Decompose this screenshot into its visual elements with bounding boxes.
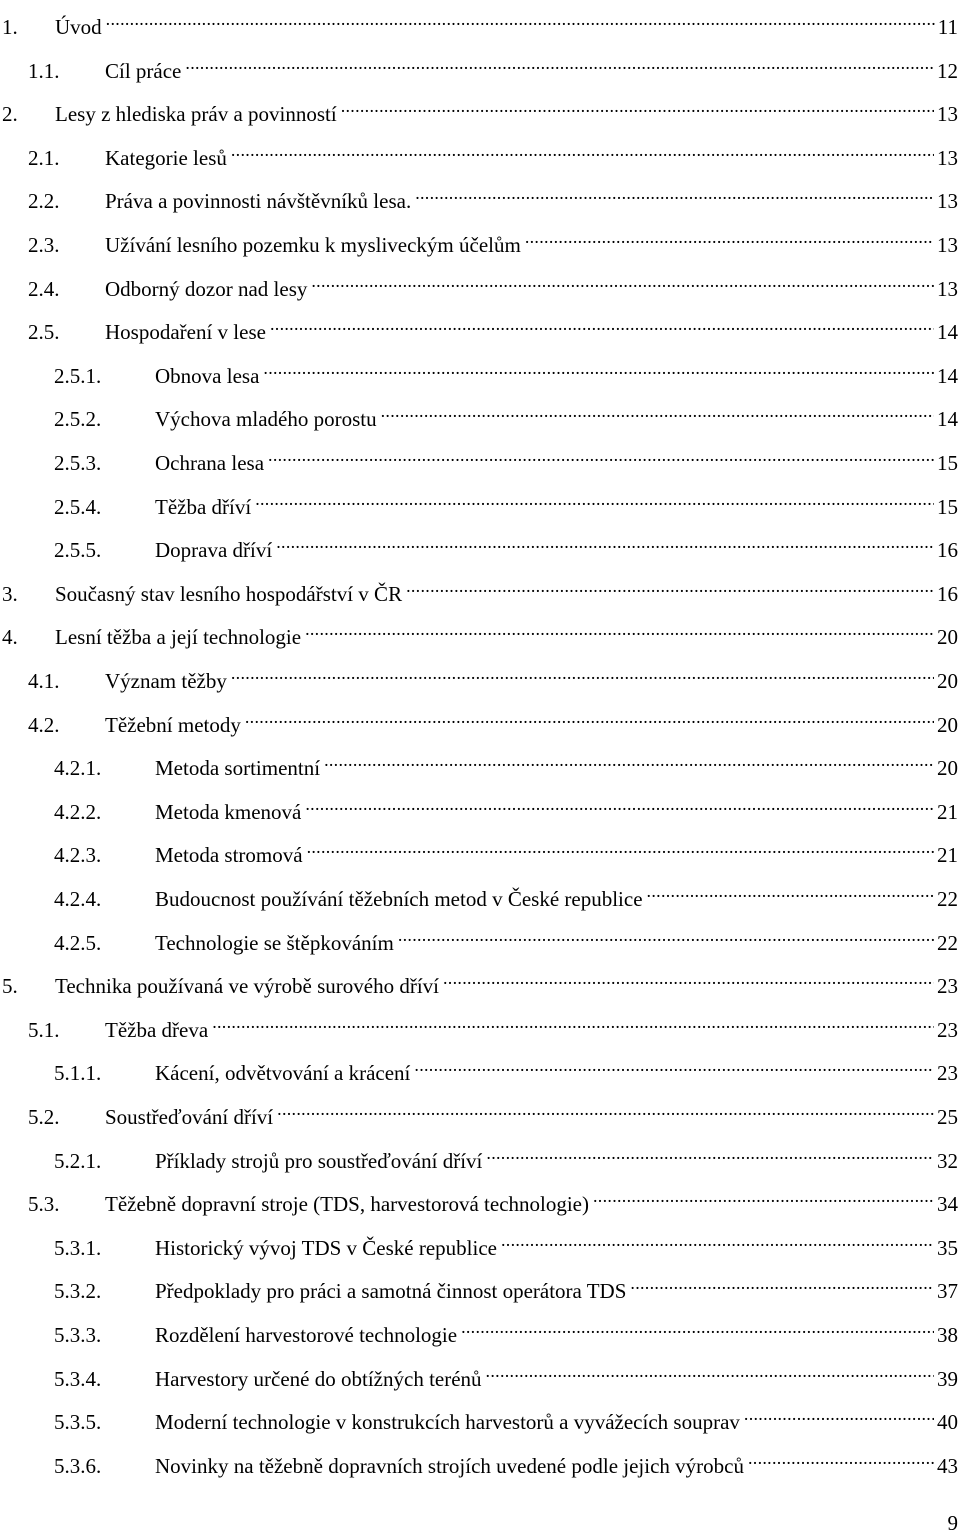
toc-entry-title: Současný stav lesního hospodářství v ČR: [55, 581, 403, 606]
toc-entry-title: Metoda kmenová: [155, 799, 302, 824]
toc-entry[interactable]: [0, 484, 960, 519]
toc-entry-page: 14: [937, 363, 958, 388]
toc-entry-page: 20: [937, 712, 958, 737]
toc-entry-title: Úvod: [55, 15, 102, 39]
toc-dot-leader: [268, 440, 934, 470]
toc-entry-title: Těžba dříví: [155, 494, 252, 519]
toc-entry-page: 22: [937, 887, 958, 911]
toc-entry-page: 38: [937, 1323, 958, 1347]
toc-entry-number: 5.3.2.: [54, 1279, 102, 1304]
toc-entry[interactable]: [0, 1443, 960, 1478]
toc-entry[interactable]: [0, 91, 960, 127]
toc-entry-title: Historický vývoj TDS v České republice: [155, 1235, 497, 1260]
toc-entry-page: 21: [937, 843, 958, 868]
toc-entry-title: Hospodaření v lese: [105, 320, 266, 345]
toc-entry[interactable]: [0, 353, 960, 388]
toc-entry-page: 37: [937, 1279, 958, 1304]
toc-entry-number: 5.: [2, 974, 18, 999]
toc-entry-number: 4.2.: [28, 712, 60, 737]
toc-entry[interactable]: [0, 571, 960, 606]
toc-entry-page: 15: [937, 451, 958, 475]
toc-entry[interactable]: [0, 1268, 960, 1304]
toc-dot-leader: [307, 832, 934, 862]
toc-dot-leader: [525, 222, 934, 252]
toc-dot-leader: [461, 1312, 934, 1342]
toc-entry-number: 4.2.5.: [54, 930, 102, 955]
toc-entry[interactable]: [0, 222, 960, 257]
toc-entry-title: Novinky na těžebně dopravních strojích uvedené podle jejich výrobců: [155, 1453, 744, 1478]
toc-entry[interactable]: [0, 440, 960, 475]
toc-entry-title: Výchova mladého porostu: [155, 407, 377, 432]
toc-dot-leader: [276, 527, 934, 557]
toc-entry-page: 12: [937, 58, 958, 83]
toc-entry[interactable]: [0, 745, 960, 781]
toc-entry-title: Harvestory určené do obtížných terénů: [155, 1366, 482, 1391]
toc-entry-number: 4.2.2.: [54, 799, 102, 824]
toc-dot-leader: [277, 1094, 934, 1124]
toc-entry-page: 11: [937, 15, 958, 39]
toc-entry-title: Předpoklady pro práci a samotná činnost operátora TDS: [155, 1279, 627, 1304]
toc-entry-title: Užívání lesního pozemku k mysliveckým účelům: [105, 233, 521, 257]
toc-entry-number: 2.2.: [28, 189, 60, 214]
toc-entry-number: 4.1.: [28, 669, 60, 693]
toc-entry-page: 20: [937, 625, 958, 650]
toc-entry-page: 32: [937, 1148, 958, 1173]
toc-entry-title: Kácení, odvětvování a krácení: [155, 1061, 411, 1086]
toc-entry-title: Rozdělení harvestorové technologie: [155, 1323, 458, 1347]
toc-entry[interactable]: [0, 1094, 960, 1129]
toc-entry[interactable]: [0, 1312, 960, 1347]
toc-entry-number: 4.2.3.: [54, 843, 102, 868]
toc-entry-page: 25: [937, 1105, 958, 1129]
toc-entry-number: 2.5.5.: [54, 538, 102, 563]
toc-dot-leader: [748, 1443, 934, 1473]
toc-dot-leader: [231, 658, 934, 688]
toc-entry[interactable]: [0, 832, 960, 868]
toc-dot-leader: [311, 266, 934, 296]
toc-entry-number: 5.1.: [28, 1017, 60, 1042]
toc-entry-title: Význam těžby: [105, 669, 227, 693]
toc-entry[interactable]: [0, 396, 960, 432]
toc-dot-leader: [255, 484, 934, 514]
toc-dot-leader: [212, 1007, 934, 1037]
toc-entry[interactable]: [0, 876, 960, 911]
toc-entry-page: 35: [937, 1235, 958, 1260]
toc-entry-title: Lesy z hlediska práv a povinností: [55, 102, 337, 127]
toc-dot-leader: [443, 963, 934, 993]
toc-entry-page: 13: [937, 145, 958, 170]
toc-entry-page: 16: [937, 538, 958, 563]
toc-entry[interactable]: [0, 658, 960, 693]
toc-entry-title: Obnova lesa: [155, 363, 260, 388]
toc-entry[interactable]: [0, 178, 960, 214]
toc-entry-number: 5.3.: [28, 1192, 60, 1217]
toc-entry-page: 40: [937, 1410, 958, 1435]
toc-entry-number: 5.3.6.: [54, 1453, 102, 1478]
toc-entry[interactable]: [0, 1138, 960, 1173]
toc-entry-number: 3.: [2, 581, 18, 606]
toc-entry[interactable]: [0, 1399, 960, 1435]
toc-entry-title: Budoucnost používání těžebních metod v České republice: [155, 887, 643, 911]
toc-dot-leader: [305, 614, 934, 644]
toc-entry-page: 21: [937, 799, 958, 824]
toc-entry[interactable]: [0, 920, 960, 955]
toc-entry-number: 1.1.: [28, 58, 60, 83]
toc-entry-number: 4.2.4.: [54, 887, 102, 911]
toc-dot-leader: [406, 571, 934, 601]
toc-entry-title: Práva a povinnosti návštěvníků lesa.: [105, 189, 412, 214]
toc-entry-title: Odborný dozor nad lesy: [105, 276, 308, 301]
toc-entry-page: 13: [937, 189, 958, 214]
toc-entry-page: 34: [937, 1192, 958, 1217]
toc-dot-leader: [381, 396, 934, 426]
toc-entry-number: 5.3.5.: [54, 1410, 102, 1435]
toc-entry[interactable]: [0, 963, 960, 999]
toc-entry-number: 5.2.: [28, 1105, 60, 1129]
toc-entry-page: 23: [937, 974, 958, 999]
toc-dot-leader: [263, 353, 934, 383]
toc-entry-number: 2.5.3.: [54, 451, 102, 475]
toc-dot-leader: [398, 920, 934, 950]
toc-dot-leader: [270, 309, 934, 339]
toc-entry-number: 5.3.4.: [54, 1366, 102, 1391]
toc-entry-page: 13: [937, 276, 958, 301]
toc-entry-title: Lesní těžba a její technologie: [55, 625, 302, 650]
toc-entry[interactable]: [0, 1181, 960, 1217]
toc-entry[interactable]: [0, 1007, 960, 1042]
toc-dot-leader: [593, 1181, 934, 1211]
toc-entry-title: Těžba dřeva: [105, 1017, 209, 1042]
toc-dot-leader: [106, 4, 935, 34]
toc-dot-leader: [647, 876, 934, 906]
toc-entry-title: Technologie se štěpkováním: [155, 930, 394, 955]
toc-entry-number: 4.2.1.: [54, 756, 102, 781]
toc-entry-page: 14: [937, 320, 958, 345]
toc-entry-number: 2.4.: [28, 276, 60, 301]
toc-dot-leader: [341, 91, 934, 121]
toc-entry[interactable]: [0, 527, 960, 563]
toc-dot-leader: [501, 1225, 934, 1255]
toc-entry-title: Příklady strojů pro soustřeďování dříví: [155, 1148, 483, 1173]
toc-entry[interactable]: [0, 4, 960, 39]
toc-entry-title: Technika používaná ve výrobě surového dříví: [55, 974, 439, 999]
toc-entry[interactable]: [0, 702, 960, 737]
toc-entry-page: 23: [937, 1061, 958, 1086]
toc-entry-number: 2.1.: [28, 145, 60, 170]
toc-entry-page: 22: [937, 930, 958, 955]
toc-dot-leader: [245, 702, 934, 732]
toc-entry-number: 2.5.2.: [54, 407, 102, 432]
toc-entry-title: Těžební metody: [105, 712, 241, 737]
toc-entry-number: 5.3.3.: [54, 1323, 102, 1347]
toc-dot-leader: [630, 1268, 934, 1298]
toc-entry-page: 20: [937, 669, 958, 693]
toc-dot-leader: [324, 745, 934, 775]
toc-entry-title: Metoda stromová: [155, 843, 303, 868]
toc-dot-leader: [744, 1399, 934, 1429]
toc-entry-title: Moderní technologie v konstrukcích harvestorů a vyvážecích souprav: [155, 1410, 740, 1435]
toc-entry-page: 13: [937, 102, 958, 127]
toc-dot-leader: [305, 789, 934, 819]
toc-entry[interactable]: [0, 789, 960, 824]
toc-entry-number: 1.: [2, 15, 18, 39]
toc-dot-leader: [415, 178, 934, 208]
toc-entry[interactable]: [0, 1050, 960, 1086]
toc-entry[interactable]: [0, 1356, 960, 1391]
toc-entry[interactable]: [0, 614, 960, 650]
toc-entry-number: 5.3.1.: [54, 1235, 102, 1260]
toc-entry-number: 2.: [2, 102, 18, 127]
toc-entry[interactable]: [0, 48, 960, 83]
toc-entry-title: Soustřeďování dříví: [105, 1105, 274, 1129]
toc-dot-leader: [486, 1138, 934, 1168]
toc-dot-leader: [486, 1356, 934, 1386]
toc-entry[interactable]: [0, 266, 960, 301]
toc-entry-page: 14: [937, 407, 958, 432]
toc-entry-number: 4.: [2, 625, 18, 650]
toc-entry-title: Ochrana lesa: [155, 451, 265, 475]
toc-entry-page: 39: [937, 1366, 958, 1391]
toc-entry-page: 15: [937, 494, 958, 519]
toc-entry-number: 2.5.1.: [54, 363, 102, 388]
toc-entry[interactable]: [0, 1225, 960, 1260]
toc-entry-page: 16: [937, 581, 958, 606]
toc-entry-number: 2.3.: [28, 233, 60, 257]
toc-entry-page: 23: [937, 1017, 958, 1042]
toc-entry[interactable]: [0, 135, 960, 170]
toc-entry-title: Doprava dříví: [155, 538, 273, 563]
page-number: 9: [947, 1511, 958, 1535]
toc-entry-page: 13: [937, 233, 958, 257]
toc-entry-number: 5.1.1.: [54, 1061, 102, 1086]
toc-entry-page: 43: [937, 1453, 958, 1478]
toc-dot-leader: [414, 1050, 934, 1080]
toc-dot-leader: [185, 48, 934, 78]
toc-entry-number: 2.5.4.: [54, 494, 102, 519]
toc-dot-leader: [231, 135, 934, 165]
toc-entry-number: 5.2.1.: [54, 1148, 102, 1173]
toc-entry-title: Těžebně dopravní stroje (TDS, harvestorová technologie): [105, 1192, 589, 1217]
toc-entry-number: 2.5.: [28, 320, 60, 345]
toc-entry-title: Cíl práce: [105, 58, 182, 83]
toc-entry[interactable]: [0, 309, 960, 345]
toc-entry-title: Metoda sortimentní: [155, 756, 321, 781]
toc-entry-page: 20: [937, 756, 958, 781]
toc-entry-title: Kategorie lesů: [105, 145, 227, 170]
